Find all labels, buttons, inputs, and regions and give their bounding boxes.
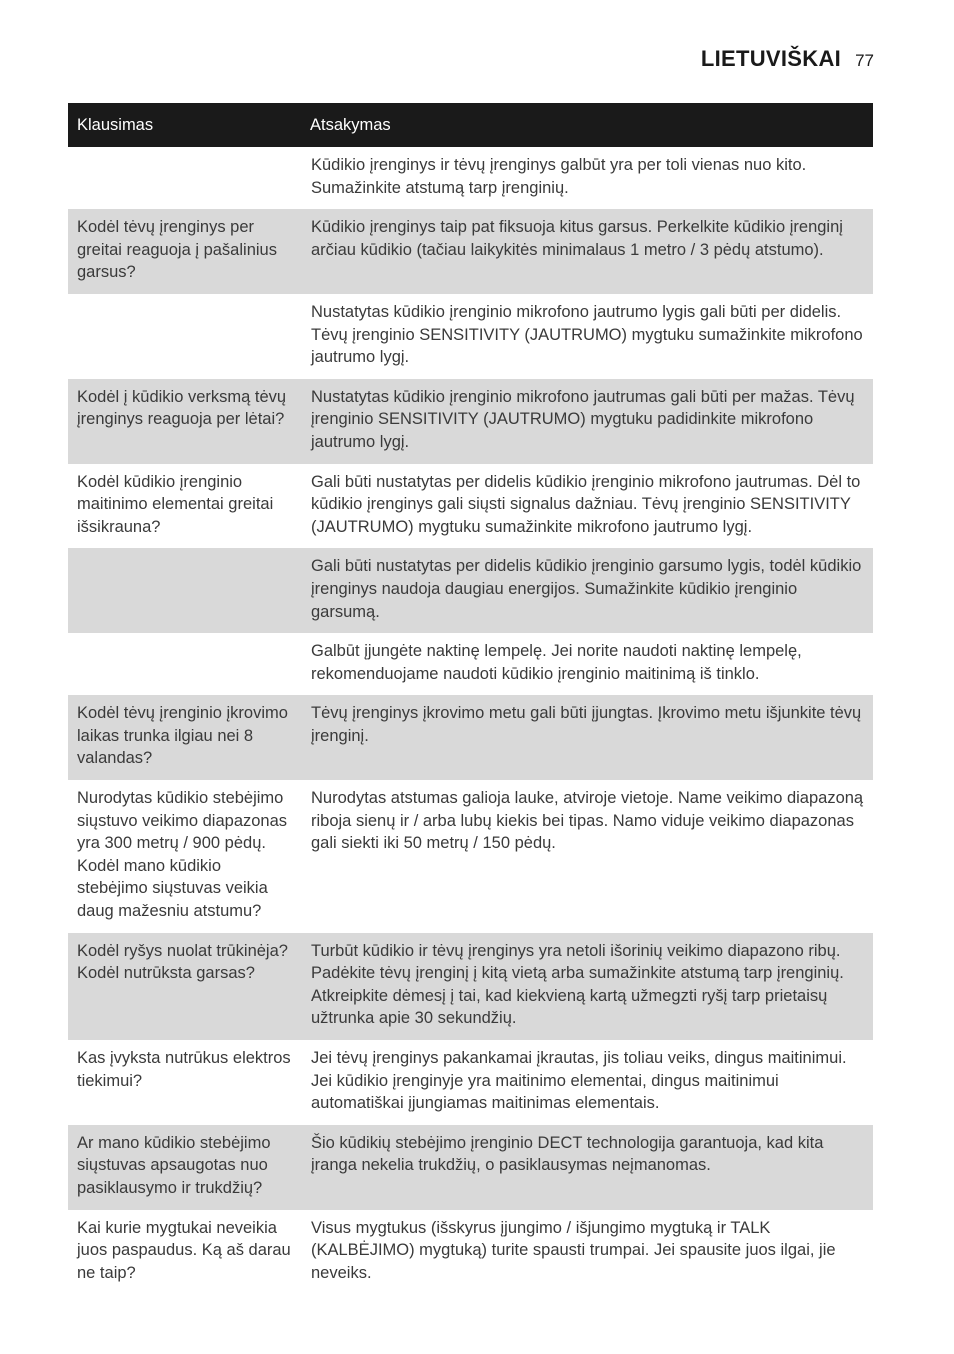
faq-table — [68, 103, 873, 1294]
question-cell: Kai kurie mygtukai neveikia juos paspaudus. Ką aš darau ne taip? — [77, 1218, 291, 1282]
answer-cell: Kūdikio įrenginys ir tėvų įrenginys galbūt yra per toli vienas nuo kito. Sumažinkite atstumą tarp įrenginių. — [311, 156, 807, 197]
question-cell: Kodėl tėvų įrenginio įkrovimo laikas trunka ilgiau nei 8 valandas? — [68, 695, 301, 780]
answer-cell: Visus mygtukus (išskyrus įjungimo / išjungimo mygtuką ir TALK (KALBĖJIMO) mygtuką) turite spausti trumpai. Jei spausite juos ilgai, jie neveiks. — [311, 1218, 836, 1282]
table-row — [68, 209, 873, 294]
question-cell — [68, 548, 301, 633]
table-row — [68, 633, 873, 695]
table-row — [68, 1125, 873, 1210]
answer-cell: Jei tėvų įrenginys pakankamai įkrautas, jis toliau veiks, dingus maitinimui. Jei kūdikio įrenginyje yra maitinimo elementai, dingus maitinimui automatiškai įjungiamas maitinimas elementais. — [311, 1049, 847, 1113]
question-cell: Kas įvyksta nutrūkus elektros tiekimui? — [77, 1049, 291, 1090]
question-cell: Kodėl kūdikio įrenginio maitinimo elementai greitai išsikrauna? — [77, 472, 274, 536]
page-header — [701, 46, 874, 72]
question-cell: Kodėl į kūdikio verksmą tėvų įrenginys reaguoja per lėtai? — [68, 379, 301, 464]
table-row — [68, 780, 873, 933]
table-row — [68, 464, 873, 549]
table-header-row — [68, 103, 873, 147]
table-row — [68, 294, 873, 379]
language-title: LIETUVIŠKAI — [700, 46, 842, 71]
table-row — [68, 933, 873, 1040]
answer-cell: Tėvų įrenginys įkrovimo metu gali būti įjungtas. Įkrovimo metu išjunkite tėvų įrenginį. — [301, 695, 873, 780]
answer-cell: Nustatytas kūdikio įrenginio mikrofono jautrumo lygis gali būti per didelis. Tėvų įrenginio SENSITIVITY (JAUTRUMO) mygtuku sumažinkite mikrofono jautrumo lygį. — [311, 302, 863, 367]
question-cell: Ar mano kūdikio stebėjimo siųstuvas apsaugotas nuo pasiklausymo ir trukdžių? — [68, 1125, 301, 1210]
table-row — [68, 379, 873, 464]
answer-cell: Nurodytas atstumas galioja lauke, atviroje vietoje. Name veikimo diapazoną riboja sienų ir / arba lubų kiekis bei tipas. Namo viduje veikimo diapazonas gali siekti iki 50 metrų / 150 pėdų. — [311, 789, 864, 853]
answer-cell: Kūdikio įrenginys taip pat fiksuoja kitus garsus. Perkelkite kūdikio įrenginį arčiau kūdikio (tačiau laikykitės minimalaus 1 metro / 3 pėdų atstumo). — [301, 209, 873, 294]
answer-cell: Gali būti nustatytas per didelis kūdikio įrenginio garsumo lygis, todėl kūdikio įrenginys naudoja daugiau energijos. Sumažinkite kūdikio įrenginio garsumą. — [301, 548, 873, 633]
column-header-answer: Atsakymas — [301, 103, 873, 147]
question-cell: Kodėl tėvų įrenginys per greitai reaguoja į pašalinius garsus? — [68, 209, 301, 294]
question-cell — [68, 147, 301, 209]
answer-cell: Gali būti nustatytas per didelis kūdikio įrenginio mikrofono jautrumas. Dėl to kūdikio įrenginys gali siųsti signalus dažniau. Tėvų įrenginio SENSITIVITY (JAUTRUMO) mygtuku sumažinkite mikrofono jautrumo lygį. — [311, 472, 861, 536]
table-row — [68, 548, 873, 633]
table-row — [68, 695, 873, 780]
question-cell — [68, 633, 301, 695]
question-cell — [68, 294, 301, 379]
answer-cell: Galbūt įjungėte naktinę lempelę. Jei norite naudoti naktinę lempelę, rekomenduojame naudoti kūdikio įrenginio maitinimą iš tinklo. — [311, 642, 802, 683]
answer-cell: Nustatytas kūdikio įrenginio mikrofono jautrumas gali būti per mažas. Tėvų įrenginio SENSITIVITY (JAUTRUMO) mygtuku padidinkite mikrofono jautrumo lygį. — [301, 379, 873, 464]
column-header-question: Klausimas — [68, 103, 301, 147]
question-cell: Nurodytas kūdikio stebėjimo siųstuvo veikimo diapazonas yra 300 metrų / 900 pėdų. Kodėl mano kūdikio stebėjimo siųstuvas veikia daug mažesniu atstumu? — [77, 789, 288, 921]
question-cell: Kodėl ryšys nuolat trūkinėja? Kodėl nutrūksta garsas? — [68, 933, 301, 1040]
table-row — [68, 1040, 873, 1125]
table-row — [68, 1210, 873, 1295]
answer-cell: Šio kūdikių stebėjimo įrenginio DECT technologija garantuoja, kad kita įranga nekelia trukdžių, o pasiklausymas neįmanomas. — [301, 1125, 873, 1210]
answer-cell: Turbūt kūdikio ir tėvų įrenginys yra netoli išorinių veikimo diapazono ribų. Padėkite tėvų įrenginį į kitą vietą arba sumažinkite atstumą tarp įrenginių. Atkreipkite dėmesį į tai, kad kiekvieną kartą užmegzti ryšį tarp prietaisų užtrunka apie 30 sekundžių. — [301, 933, 873, 1040]
page-number: 77 — [855, 51, 874, 70]
table-row — [68, 147, 873, 209]
